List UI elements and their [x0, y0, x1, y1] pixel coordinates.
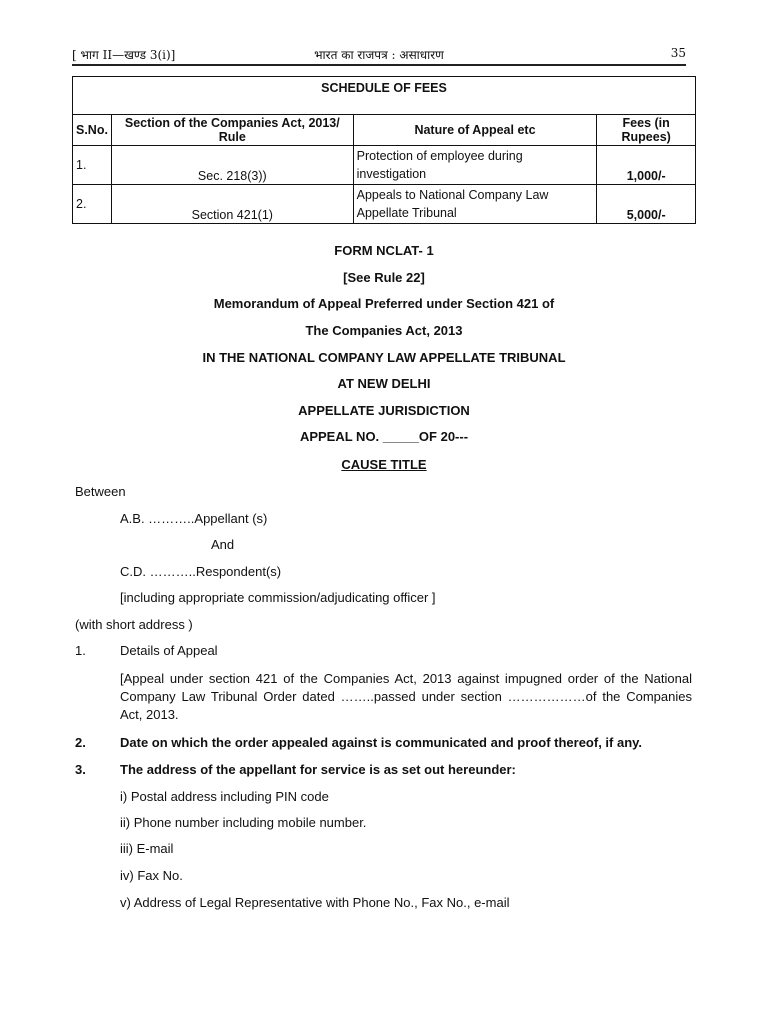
short-address-note: (with short address ): [75, 617, 193, 632]
appeal-detail-paragraph: [Appeal under section 421 of the Companies Act, 2013 against impugned order of the National Company Law Tribunal Order dated ……..passed under section ………………of the Companies Act, 2013.: [120, 671, 692, 722]
address-item: ii) Phone number including mobile number.: [120, 815, 367, 830]
cell-section: Sec. 218(3)): [111, 146, 353, 185]
item-number: 1.: [75, 643, 86, 658]
jurisdiction: APPELLATE JURISDICTION: [298, 403, 470, 418]
cell-fees: 1,000/-: [597, 146, 696, 185]
cell-section: Section 421(1): [111, 185, 353, 224]
between-label: Between: [75, 484, 126, 499]
col-header-nature: Nature of Appeal etc: [353, 115, 597, 146]
memorandum-line-2: The Companies Act, 2013: [305, 323, 463, 338]
address-item: v) Address of Legal Representative with Phone No., Fax No., e-mail: [120, 895, 510, 910]
tribunal-place: AT NEW DELHI: [337, 376, 431, 391]
table-row: [73, 185, 696, 224]
appeal-number: APPEAL NO. _____OF 20---: [299, 429, 469, 444]
including-note: [including appropriate commission/adjudicating officer ]: [120, 590, 436, 605]
schedule-of-fees-table: [72, 76, 696, 224]
item-number: 3.: [75, 762, 86, 777]
form-rule: [See Rule 22]: [343, 270, 425, 285]
form-title: FORM NCLAT- 1: [334, 243, 434, 258]
cell-fees: 5,000/-: [597, 185, 696, 224]
table-title: SCHEDULE OF FEES: [73, 77, 696, 115]
address-item: iv) Fax No.: [120, 868, 183, 883]
address-item: i) Postal address including PIN code: [120, 789, 329, 804]
cause-title: CAUSE TITLE: [341, 457, 427, 472]
table-row: [73, 146, 696, 185]
cell-sno: 1.: [73, 146, 112, 185]
cell-sno: 2.: [73, 185, 112, 224]
item-number: 2.: [75, 735, 86, 750]
respondent-line: C.D. ………..Respondent(s): [120, 564, 282, 579]
col-header-fees: Fees (in Rupees): [597, 115, 696, 146]
col-header-sno: S.No.: [73, 115, 112, 146]
header-part-label: [ भाग II—खण्ड 3(i)]: [72, 48, 176, 62]
header-gazette-title: भारत का राजपत्र : असाधारण: [314, 48, 444, 62]
item-text: The address of the appellant for service is as set out hereunder:: [120, 762, 516, 777]
cell-nature: Protection of employee during investigation: [353, 146, 597, 185]
item-text: Details of Appeal: [120, 643, 218, 658]
appellant-line: A.B. ………..Appellant (s): [120, 511, 268, 526]
memorandum-line-1: Memorandum of Appeal Preferred under Section 421 of: [213, 296, 555, 311]
page-header: [72, 44, 686, 66]
col-header-section: Section of the Companies Act, 2013/ Rule: [111, 115, 353, 146]
item-text: Date on which the order appealed against is communicated and proof thereof, if any.: [120, 735, 643, 750]
and-label: And: [211, 537, 235, 552]
tribunal-name: IN THE NATIONAL COMPANY LAW APPELLATE TRIBUNAL: [202, 350, 566, 365]
page-number: 35: [670, 46, 686, 60]
address-item: iii) E-mail: [120, 841, 174, 856]
cell-nature: Appeals to National Company Law Appellate Tribunal: [353, 185, 597, 224]
